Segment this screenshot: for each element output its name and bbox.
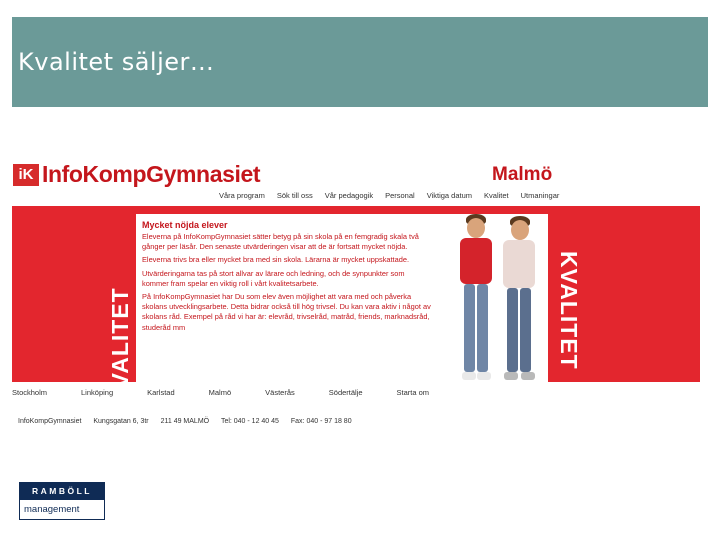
nav-city-malmo[interactable]: Malmö	[208, 388, 232, 397]
panel-paragraph: Eleverna på InfoKompGymnasiet sätter betyg på sin skola på en femgradig skala två gånger per läsår. Den senaste utvärderingen visar att de är fortsatt mycket nöjda.	[142, 232, 419, 252]
nav-item-apply[interactable]: Sök till oss	[276, 191, 313, 200]
footer-phone: Tel: 040 - 12 40 45	[220, 418, 279, 425]
footer-postcode: 211 49 MALMÖ	[160, 418, 210, 425]
ramboll-logo-bottom: management	[19, 500, 105, 520]
restart-link[interactable]: Starta om	[396, 388, 430, 397]
nav-city-sodertalje[interactable]: Södertälje	[328, 388, 363, 397]
nav-city-karlstad[interactable]: Karlstad	[147, 388, 175, 397]
footer-address: Kungsgatan 6, 3tr	[93, 418, 149, 425]
vertical-label-right: KVALITET	[556, 251, 582, 370]
site-logo-text[interactable]: InfoKompGymnasiet	[42, 161, 261, 187]
infokomp-logo-icon: iK	[13, 164, 39, 186]
nav-city-linkoping[interactable]: Linköping	[81, 388, 114, 397]
content-panel	[136, 214, 436, 382]
slide-title: Kvalitet säljer…	[18, 48, 215, 76]
panel-paragraph: Utvärderingarna tas på stort allvar av lärare och ledning, och de synpunkter som kommer fram spelar en viktig roll i vårt kvalitetsarbete.	[142, 268, 405, 288]
nav-item-staff[interactable]: Personal	[385, 191, 415, 200]
student-figure	[498, 214, 540, 382]
nav-item-quality[interactable]: Kvalitet	[484, 191, 509, 200]
city-name: Malmö	[492, 164, 553, 185]
nav-city-vasteras[interactable]: Västerås	[265, 388, 295, 397]
ramboll-logo-top: RAMBÖLL	[19, 482, 105, 500]
students-photo	[436, 214, 548, 382]
vertical-label-left: KVALITET	[107, 287, 133, 406]
website-screenshot	[12, 158, 700, 432]
footer-org: InfoKompGymnasiet	[18, 418, 82, 425]
bottom-nav	[12, 388, 700, 397]
nav-item-pedagogy[interactable]: Vår pedagogik	[324, 191, 374, 200]
nav-item-dates[interactable]: Viktiga datum	[426, 191, 473, 200]
nav-item-challenges[interactable]: Utmaningar	[520, 191, 560, 200]
panel-paragraph: Eleverna trivs bra eller mycket bra med sin skola. Lärarna är mycket uppskattade.	[142, 255, 409, 265]
panel-paragraph: På InfoKompGymnasiet har Du som elev även möjlighet att vara med och påverka skolans utvecklingsarbete. Detta bidrar också till hög trivsel. Du kan vara aktiv i något av skolans råd. Exempel på råd vi har är: elevråd, trivselråd, matråd, friends, marknadsråd, studeråd mm	[142, 292, 431, 332]
nav-item-program[interactable]: Våra program	[219, 191, 265, 200]
panel-body	[142, 232, 432, 336]
footer-fax: Fax: 040 - 97 18 80	[290, 418, 352, 425]
student-figure	[456, 214, 496, 382]
top-nav	[219, 191, 559, 200]
ramboll-logo	[19, 482, 105, 522]
panel-heading: Mycket nöjda elever	[142, 220, 228, 230]
site-footer	[18, 418, 362, 425]
nav-city-stockholm[interactable]: Stockholm	[12, 388, 48, 397]
